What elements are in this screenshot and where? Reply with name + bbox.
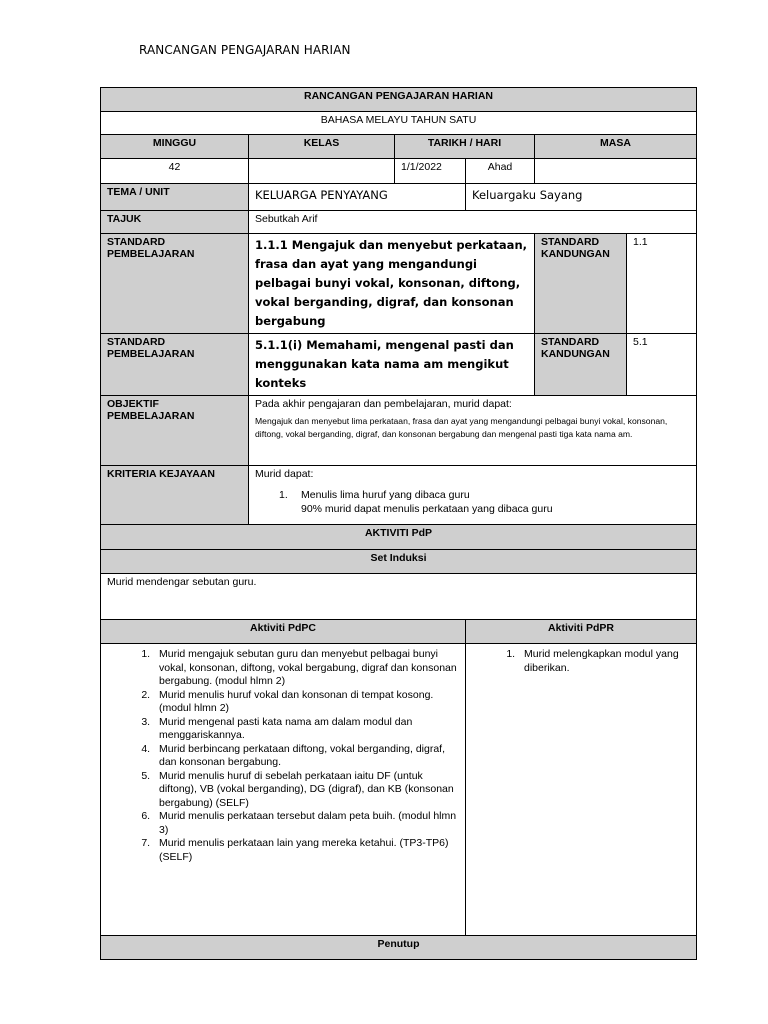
pdpc-cell [101, 644, 466, 936]
objektif-text: Mengajuk dan menyebut lima perkataan, frasa dan ayat yang mengandungi pelbagai bunyi vokal, konsonan, diftong, vokal berganding, digraf, dan konsonan bergabung dan mengenal pasti tiga kata nama am. [255, 416, 668, 439]
pdpc-item-6: 6. Murid menulis perkataan tersebut dalam peta buih. (modul hlmn 3) [153, 810, 459, 837]
sp2-row [101, 334, 697, 396]
tema-value-2: Keluargaku Sayang [466, 184, 697, 211]
objektif-cell [249, 396, 697, 466]
kriteria-row [101, 466, 697, 525]
set-induksi-text: Murid mendengar sebutan guru. [101, 574, 697, 620]
pdpc-item-1: 1. Murid mengajuk sebutan guru dan menyebut pelbagai bunyi vokal, konsonan, diftong, vokal bergabung, digraf dan konsonan bergabung. (modul hlmn 2) [153, 648, 459, 689]
pdpc-item-4: 4. Murid berbincang perkataan diftong, vokal berganding, digraf, dan konsonan bergabung. [153, 743, 459, 770]
kriteria-item-1: 1. Menulis lima huruf yang dibaca guru [279, 489, 470, 501]
header-minggu: MINGGU [101, 135, 249, 159]
pdpc-item-5: 5. Murid menulis huruf di sebelah perkataan iaitu DF (untuk diftong), VB (vokal berganding), DG (digraf), dan KB (konsonan bergabung) (SELF) [153, 770, 459, 811]
values-row [101, 159, 697, 184]
value-kelas [249, 159, 395, 184]
pdpc-header: Aktiviti PdPC [101, 620, 466, 644]
pdpc-item-2: 2. Murid menulis huruf vokal dan konsonan di tempat kosong. (modul hlmn 2) [153, 689, 459, 716]
value-tarikh: 1/1/2022 [395, 159, 466, 184]
sp1-row [101, 234, 697, 334]
tema-row [101, 184, 697, 211]
pdpc-list [107, 648, 459, 864]
pdpr-header: Aktiviti PdPR [466, 620, 697, 644]
sp1-value: 1.1.1 Mengajuk dan menyebut perkataan, frasa dan ayat yang mengandungi pelbagai bunyi vokal, konsonan, diftong, vokal berganding, digraf, dan konsonan bergabung [249, 234, 535, 334]
aktiviti-row [101, 525, 697, 550]
sk1-label: STANDARD KANDUNGAN [535, 234, 627, 334]
tajuk-value: Sebutkah Arif [249, 211, 697, 234]
pdpr-item-1: 1. Murid melengkapkan modul yang diberikan. [518, 648, 690, 675]
header-kelas: KELAS [249, 135, 395, 159]
tema-label: TEMA / UNIT [101, 184, 249, 211]
kriteria-list [255, 488, 690, 516]
pdpr-cell [466, 644, 697, 936]
value-minggu: 42 [101, 159, 249, 184]
set-induksi-header-row [101, 550, 697, 574]
aktiviti-header: AKTIVITI PdP [101, 525, 697, 550]
objektif-row [101, 396, 697, 466]
kriteria-label: KRITERIA KEJAYAAN [101, 466, 249, 525]
tema-value-1: KELUARGA PENYAYANG [249, 184, 466, 211]
pdpr-list [472, 648, 690, 675]
subject-row [101, 112, 697, 135]
objektif-label: OBJEKTIF PEMBELAJARAN [101, 396, 249, 466]
value-masa [535, 159, 697, 184]
objektif-intro: Pada akhir pengajaran dan pembelajaran, murid dapat: [255, 398, 512, 410]
table-title: RANCANGAN PENGAJARAN HARIAN [101, 88, 697, 112]
set-induksi-header: Set Induksi [101, 550, 697, 574]
title-row [101, 88, 697, 112]
pdpc-item-3: 3. Murid mengenal pasti kata nama am dalam modul dan menggariskannya. [153, 716, 459, 743]
kriteria-item-2: 90% murid dapat menulis perkataan yang dibaca guru [301, 503, 553, 515]
pdp-header-row [101, 620, 697, 644]
lesson-plan-table [100, 87, 697, 960]
value-hari: Ahad [466, 159, 535, 184]
kriteria-cell [249, 466, 697, 525]
header-row [101, 135, 697, 159]
header-tarikh: TARIKH / HARI [395, 135, 535, 159]
page-heading: RANCANGAN PENGAJARAN HARIAN [139, 43, 351, 57]
set-induksi-row [101, 574, 697, 620]
tajuk-label: TAJUK [101, 211, 249, 234]
tajuk-row [101, 211, 697, 234]
pdpc-item-7: 7. Murid menulis perkataan lain yang mereka ketahui. (TP3-TP6) (SELF) [153, 837, 459, 864]
pdp-content-row [101, 644, 697, 936]
sk2-label: STANDARD KANDUNGAN [535, 334, 627, 396]
sk1-value: 1.1 [627, 234, 697, 334]
sk2-value: 5.1 [627, 334, 697, 396]
sp1-label: STANDARD PEMBELAJARAN [101, 234, 249, 334]
subject-text: BAHASA MELAYU TAHUN SATU [101, 112, 697, 135]
penutup-header: Penutup [101, 936, 697, 960]
header-masa: MASA [535, 135, 697, 159]
kriteria-item-1-text: Menulis lima huruf yang dibaca guru [301, 489, 470, 501]
penutup-row [101, 936, 697, 960]
sp2-value: 5.1.1(i) Memahami, mengenal pasti dan menggunakan kata nama am mengikut konteks [249, 334, 535, 396]
sp2-label: STANDARD PEMBELAJARAN [101, 334, 249, 396]
kriteria-intro: Murid dapat: [255, 468, 314, 480]
